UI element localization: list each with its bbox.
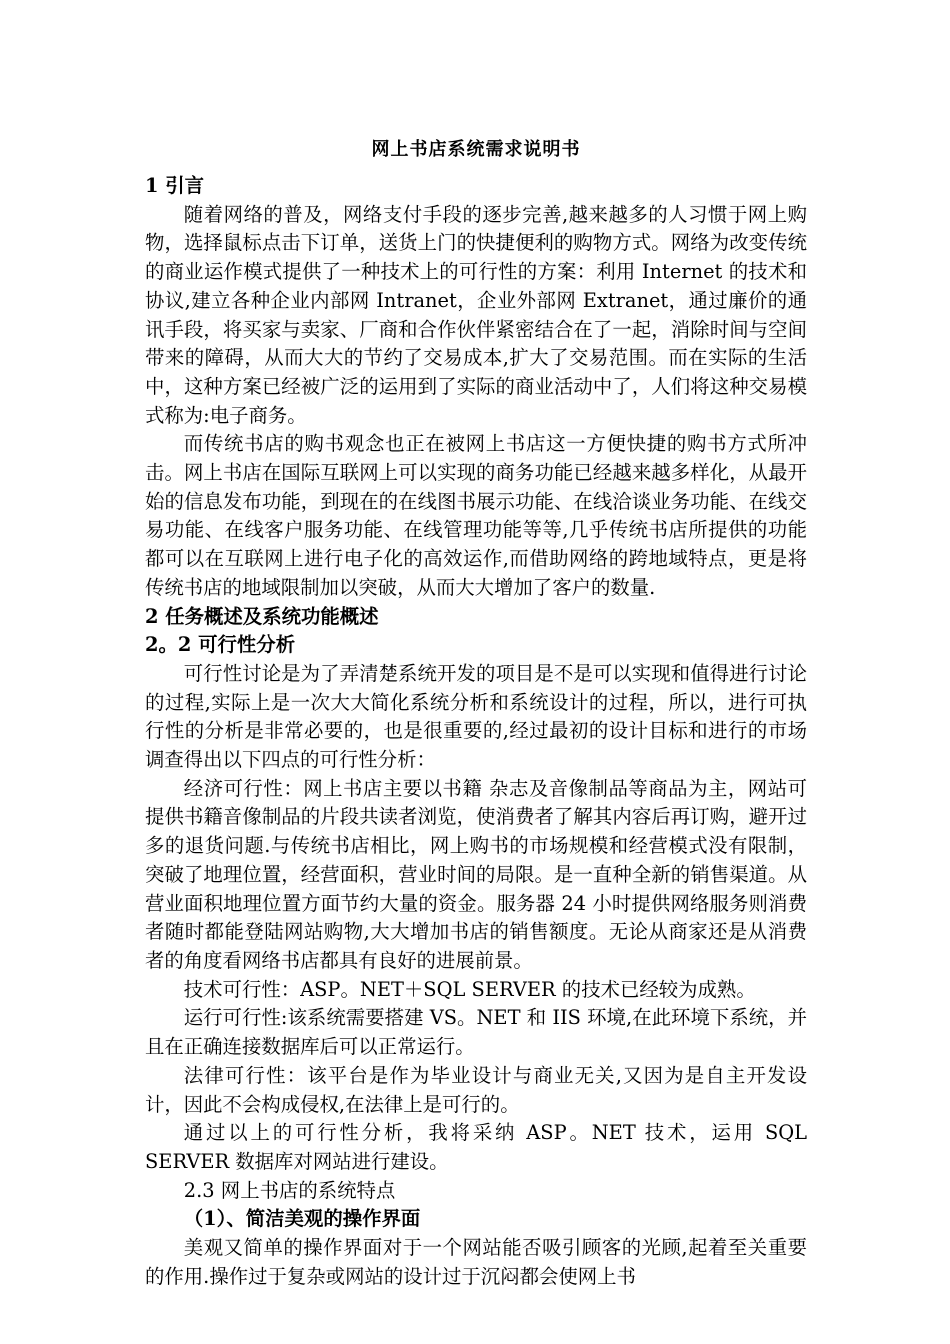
- paragraph: 而传统书店的购书观念也正在被网上书店这一方便快捷的购书方式所冲击。网上书店在国际互联网上可以实现的商务功能已经越来越多样化，从最开始的信息发布功能，到现在的在线图书展示功能、在线洽谈业务功能、在线交易功能、在线客户服务功能、在线管理功能等等,几乎传统书店所提供的功能都可以在互联网上进行电子化的高效运作,而借助网络的跨地域特点，更是将传统书店的地域限制加以突破，从而大大增加了客户的数量.: [145, 432, 807, 599]
- subsection-label: 2.3 网上书店的系统特点: [183, 1178, 396, 1202]
- paragraph: 法律可行性：该平台是作为毕业设计与商业无关,又因为是自主开发设计，因此不会构成侵权,在法律上是可行的。: [145, 1063, 807, 1116]
- section-heading-overview: 2 任务概述及系统功能概述: [145, 604, 379, 628]
- document-title: 网上书店系统需求说明书: [371, 139, 581, 160]
- paragraph: 美观又简单的操作界面对于一个网站能否吸引顾客的光顾,起着至关重要的作用.操作过于复杂或网站的设计过于沉闷都会使网上书: [145, 1236, 807, 1288]
- section-heading-intro: 1 引言: [145, 174, 205, 197]
- paragraph: 可行性讨论是为了弄清楚系统开发的项目是不是可以实现和值得进行讨论的过程,实际上是一次大大简化系统分析和系统设计的过程，所以，进行可执行性的分析是非常必要的，也是很重要的,经过最初的设计目标和进行的市场调查得出以下四点的可行性分析：: [145, 661, 807, 772]
- paragraph: 随着网络的普及，网络支付手段的逐步完善,越来越多的人习惯于网上购物，选择鼠标点击下订单，送货上门的快捷便利的购物方式。网络为改变传统的商业运作模式提供了一种技术上的可行性的方案：利用 Internet 的技术和协议,建立各种企业内部网 Intranet，企业外部网 Extranet，通过廉价的通讯手段，将买家与卖家、厂商和合作伙伴紧密结合在了一起，消除时间与空间带来的障碍，从而大大的节约了交易成本,扩大了交易范围。而在实际的生活中，这种方案已经被广泛的运用到了实际的商业活动中了，人们将这种交易模式称为:电子商务。: [145, 202, 807, 427]
- section-heading-feasibility: 2。2 可行性分析: [145, 633, 296, 657]
- paragraph: 技术可行性：ASP。NET＋SQL SERVER 的技术已经较为成熟。: [183, 977, 756, 1001]
- feature-heading: （1）、简洁美观的操作界面: [183, 1207, 421, 1231]
- document-page: [145, 130, 807, 1291]
- paragraph: 经济可行性：网上书店主要以书籍 杂志及音像制品等商品为主，网站可提供书籍音像制品的片段共读者浏览，使消费者了解其内容后再订购，避开过多的退货问题.与传统书店相比，网上购书的市场规模和经营模式没有限制，突破了地理位置，经营面积，营业时间的局限。是一直种全新的销售渠道。从营业面积地理位置方面节约大量的资金。服务器 24 小时提供网络服务则消费者随时都能登陆网站购物,大大增加书店的销售额度。无论从商家还是从消费者的角度看网络书店都具有良好的进展前景。: [145, 776, 807, 972]
- paragraph: 运行可行性:该系统需要搭建 VS。NET 和 IIS 环境,在此环境下系统，并且在正确连接数据库后可以正常运行。: [145, 1006, 807, 1059]
- paragraph: 通过以上的可行性分析，我将采纳 ASP。NET 技术，运用 SQL SERVER 数据库对网站进行建设。: [145, 1121, 807, 1173]
